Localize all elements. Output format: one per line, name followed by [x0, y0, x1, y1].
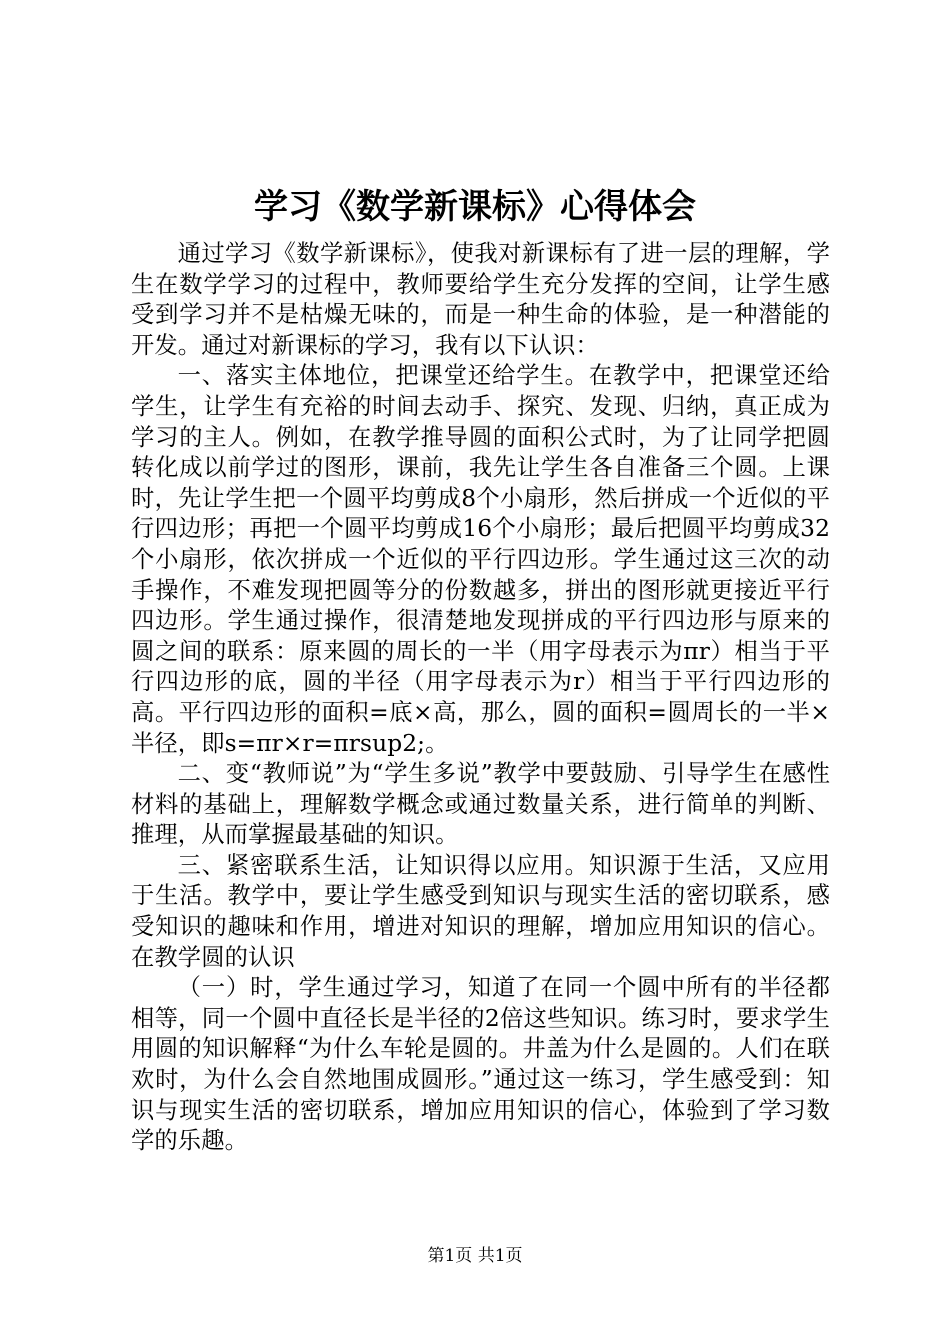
paragraph-example: （一）时，学生通过学习，知道了在同一个圆中所有的半径都相等，同一个圆中直径长是半径的2倍这些知识。练习时，要求学生用圆的知识解释“为什么车轮是圆的。井盖为什么是圆的。人们在联欢时，为什么会自然地围成圆形。”通过这一练习，学生感受到：知识与现实生活的密切联系，增加应用知识的信心，体验到了学习数学的乐趣。: [131, 974, 830, 1155]
paragraph-intro: 通过学习《数学新课标》，使我对新课标有了进一层的理解，学生在数学学习的过程中，教师要给学生充分发挥的空间，让学生感受到学习并不是枯燥无味的，而是一种生命的体验，是一种潜能的开发。通过对新课标的学习，我有以下认识：: [131, 240, 830, 359]
page-footer: 第1页 共1页: [427, 1246, 523, 1266]
paragraph-point-three: 三、紧密联系生活，让知识得以应用。知识源于生活，又应用于生活。教学中，要让学生感受到知识与现实生活的密切联系，感受知识的趣味和作用，增进对知识的理解，增加应用知识的信心。在教学圆的认识: [131, 851, 830, 971]
document-body: [131, 239, 830, 1157]
paragraph-point-two: 二、变“教师说”为“学生多说”教学中要鼓励、引导学生在感性材料的基础上，理解数学概念或通过数量关系，进行简单的判断、推理，从而掌握最基础的知识。: [131, 760, 830, 849]
document-title: 学习《数学新课标》心得体会: [254, 187, 696, 227]
paragraph-point-one: 一、落实主体地位，把课堂还给学生。在教学中，把课堂还给学生，让学生有充裕的时间去动手、探究、发现、归纳，真正成为学习的主人。例如，在教学推导圆的面积公式时，为了让同学把圆转化成以前学过的图形，课前，我先让学生各自准备三个圆。上课时，先让学生把一个圆平均剪成8个小扇形，然后拼成一个近似的平行四边形；再把一个圆平均剪成16个小扇形；最后把圆平均剪成32个小扇形，依次拼成一个近似的平行四边形。学生通过这三次的动手操作，不难发现把圆等分的份数越多，拼出的图形就更接近平行四边形。学生通过操作，很清楚地发现拼成的平行四边形与原来的圆之间的联系：原来圆的周长的一半（用字母表示为πr）相当于平行四边形的底，圆的半径（用字母表示为r）相当于平行四边形的高。平行四边形的面积=底×高，那么，圆的面积=圆周长的一半×半径，即s=πr×r=πrsup2;。: [131, 362, 830, 757]
